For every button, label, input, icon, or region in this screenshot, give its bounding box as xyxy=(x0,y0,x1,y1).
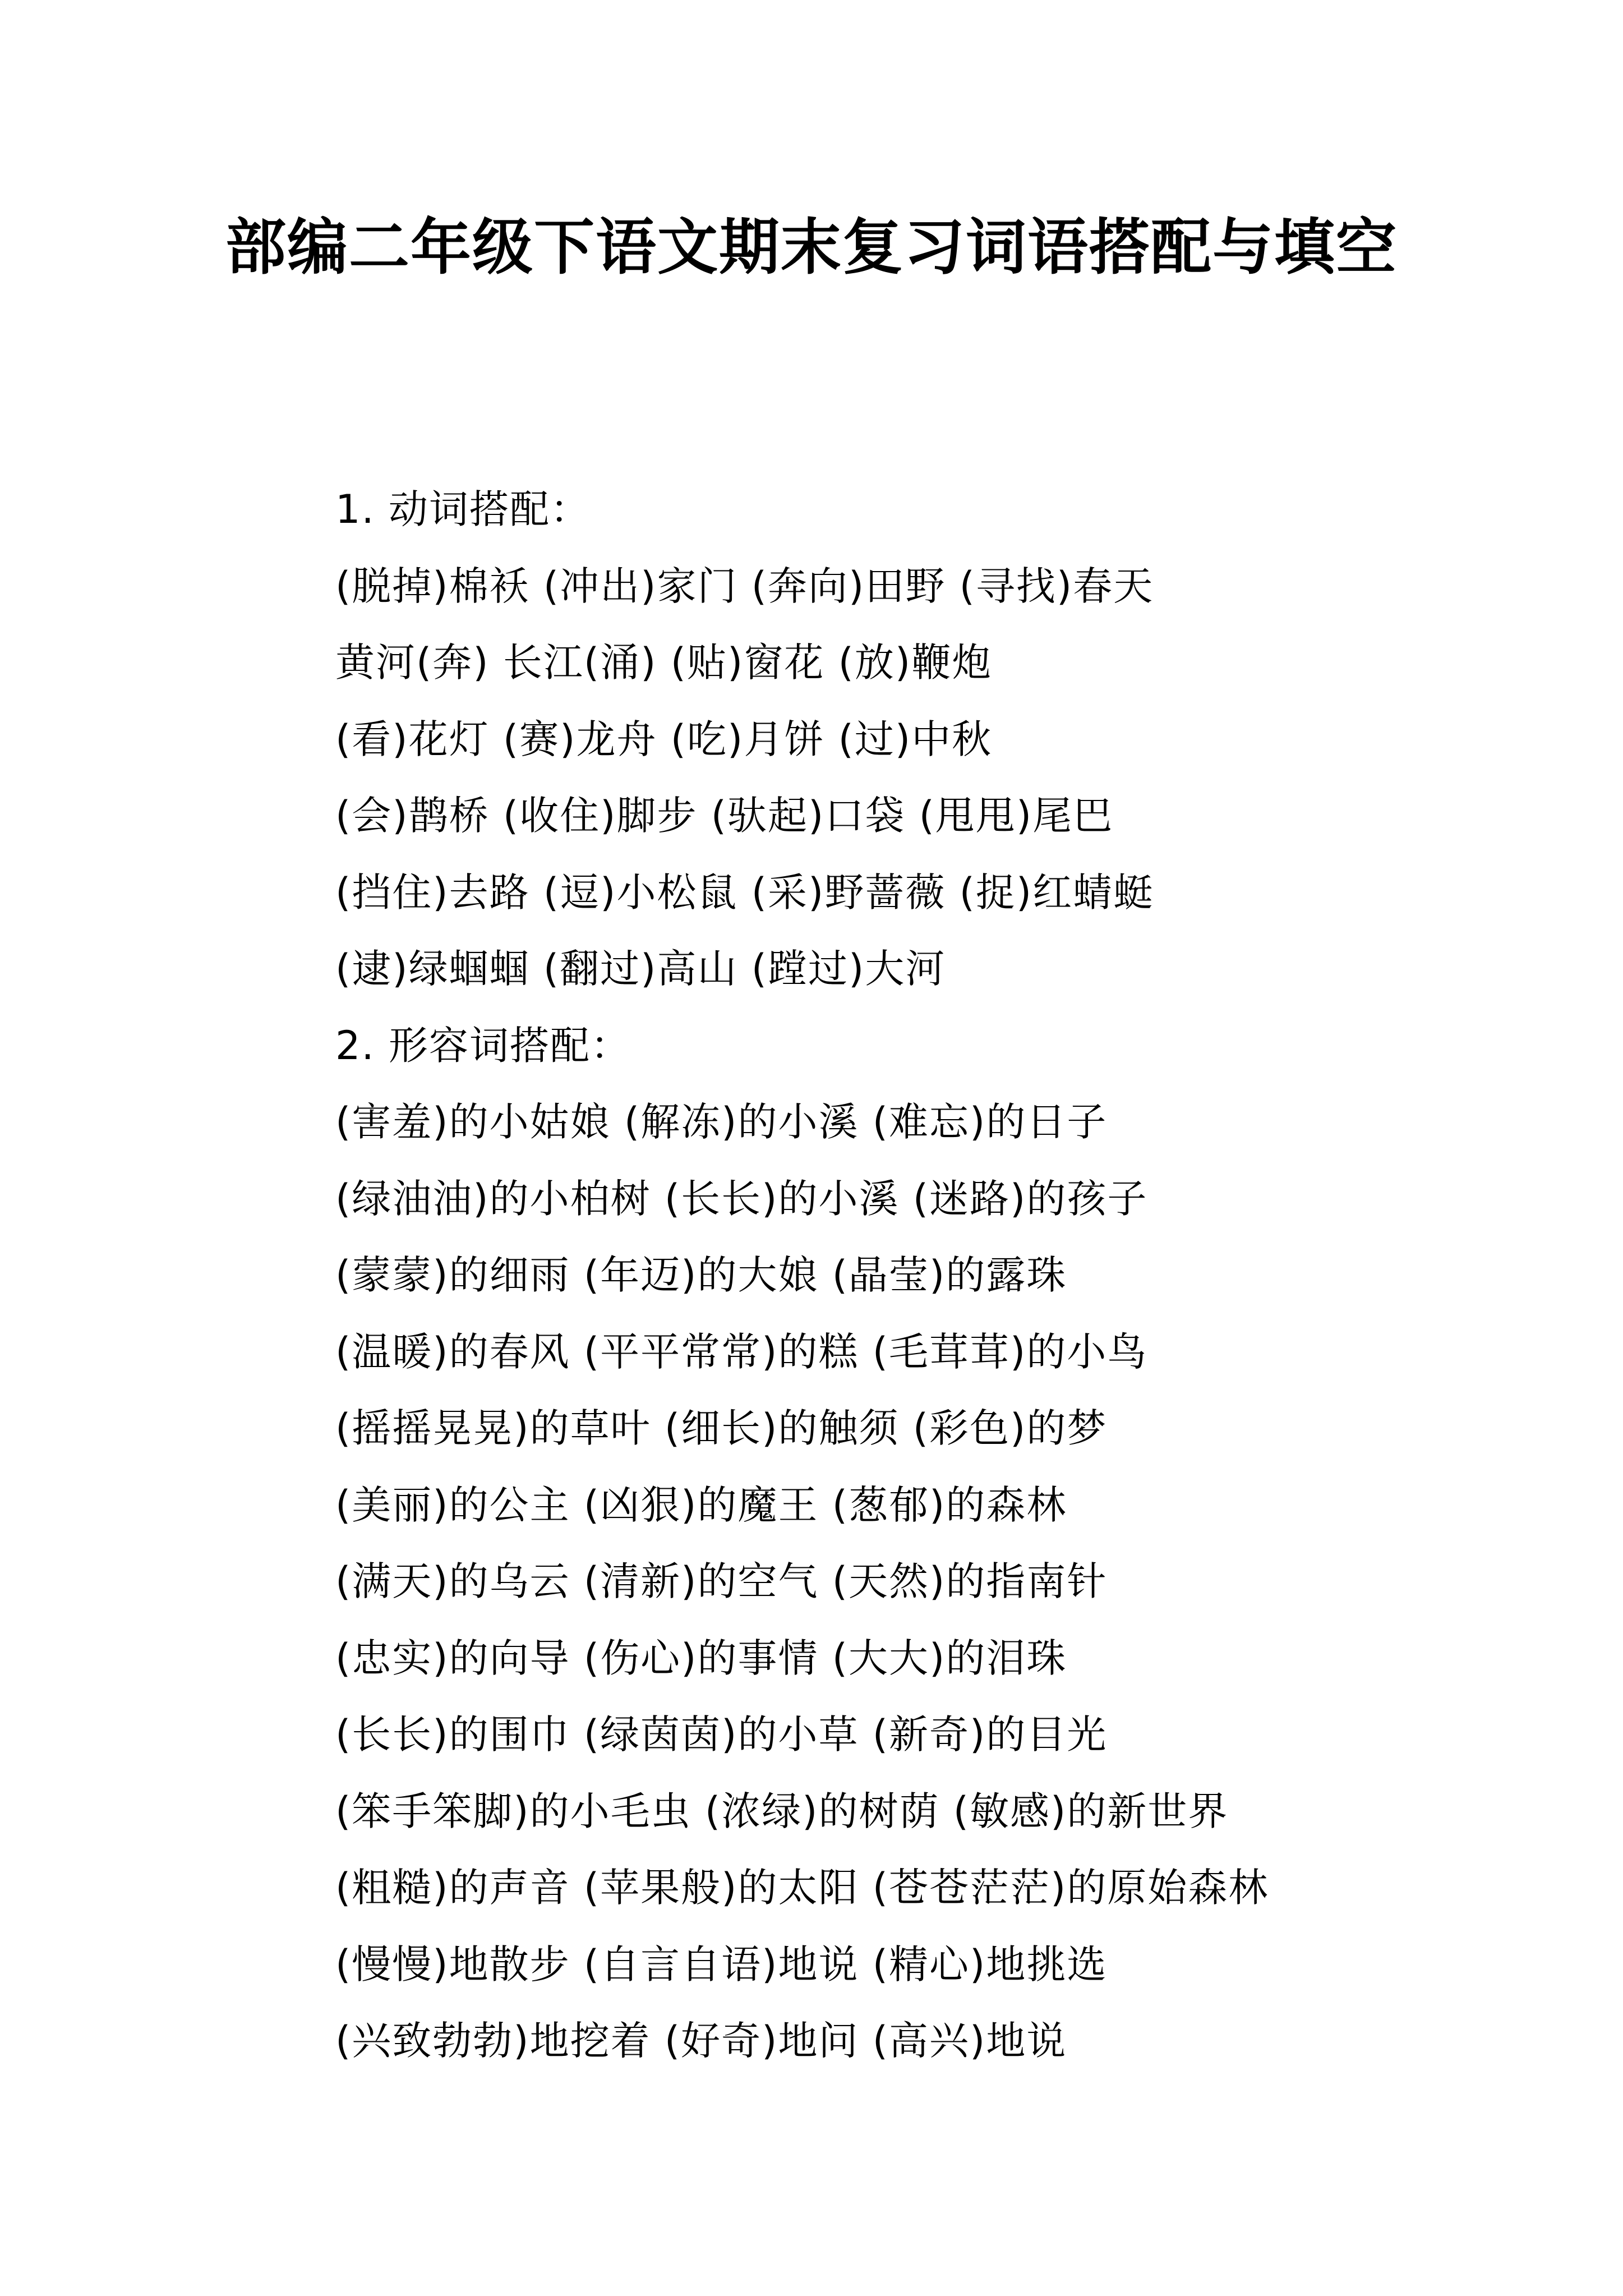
adjective-collocation-line: (温暖)的春风 (平平常常)的糕 (毛茸茸)的小鸟 xyxy=(335,1328,1148,1375)
adjective-collocation-line: (摇摇晃晃)的草叶 (细长)的触须 (彩色)的梦 xyxy=(335,1405,1108,1451)
verb-collocation-line: (会)鹊桥 (收住)脚步 (驮起)口袋 (甩甩)尾巴 xyxy=(335,793,1114,839)
verb-collocation-line: 黄河(奔) 长江(涌) (贴)窗花 (放)鞭炮 xyxy=(335,639,993,685)
page-title: 部编二年级下语文期末复习词语搭配与填空 xyxy=(225,212,1398,283)
adjective-collocation-line: (忠实)的向导 (伤心)的事情 (大大)的泪珠 xyxy=(335,1635,1067,1681)
adjective-collocation-line: (粗糙)的声音 (苹果般)的太阳 (苍苍茫茫)的原始森林 xyxy=(335,1865,1269,1911)
adjective-collocation-line: (害羞)的小姑娘 (解冻)的小溪 (难忘)的日子 xyxy=(335,1099,1108,1145)
adjective-collocation-line: (满天)的乌云 (清新)的空气 (天然)的指南针 xyxy=(335,1558,1108,1604)
adjective-collocation-line: (绿油油)的小柏树 (长长)的小溪 (迷路)的孩子 xyxy=(335,1175,1148,1222)
adjective-collocation-line: (笨手笨脚)的小毛虫 (浓绿)的树荫 (敏感)的新世界 xyxy=(335,1788,1229,1834)
adjective-collocation-line: (长长)的围巾 (绿茵茵)的小草 (新奇)的目光 xyxy=(335,1711,1108,1757)
adverb-collocation-line: (慢慢)地散步 (自言自语)地说 (精心)地挑选 xyxy=(335,1941,1108,1987)
verb-collocation-line: (脱掉)棉袄 (冲出)家门 (奔向)田野 (寻找)春天 xyxy=(335,563,1154,609)
verb-collocation-line: (逮)绿蝈蝈 (翻过)高山 (蹚过)大河 xyxy=(335,946,946,992)
adverb-collocation-line: (兴致勃勃)地挖着 (好奇)地问 (高兴)地说 xyxy=(335,2018,1067,2064)
verb-collocation-line: (挡住)去路 (逗)小松鼠 (采)野蔷薇 (捉)红蜻蜓 xyxy=(335,869,1154,915)
section-heading-adjective-collocation: 2. 形容词搭配： xyxy=(335,1022,631,1069)
adjective-collocation-line: (美丽)的公主 (凶狠)的魔王 (葱郁)的森林 xyxy=(335,1481,1067,1528)
section-heading-verb-collocation: 1. 动词搭配： xyxy=(335,486,591,532)
adjective-collocation-line: (蒙蒙)的细雨 (年迈)的大娘 (晶莹)的露珠 xyxy=(335,1252,1067,1298)
document-body xyxy=(335,471,1586,2079)
verb-collocation-line: (看)花灯 (赛)龙舟 (吃)月饼 (过)中秋 xyxy=(335,716,993,762)
